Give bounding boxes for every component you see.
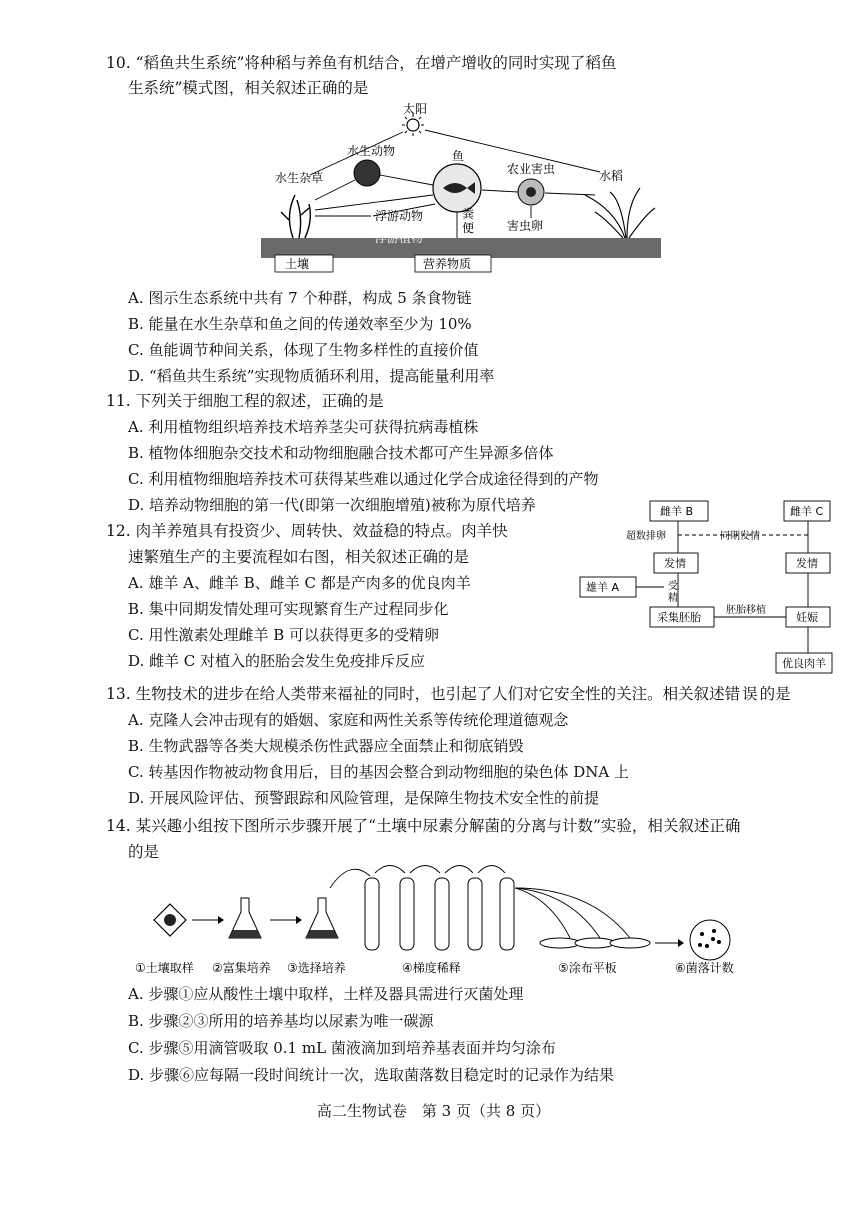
- weed-icon: [281, 195, 310, 238]
- ram-a-box: 雄羊 A: [586, 581, 620, 594]
- enrichment-flask-icon: [229, 898, 261, 938]
- nutrients-label: 营养物质: [423, 257, 472, 271]
- q11-option-c: C. 利用植物细胞培养技术可获得某些难以通过化学合成途径得到的产物: [128, 470, 599, 488]
- q14-option-c: C. 步骤⑤用滴管吸取 0.1 mL 菌液滴加到培养基表面并均匀涂布: [128, 1039, 556, 1057]
- q12-stem-line1: 12. 肉羊养殖具有投资少、周转快、效益稳的特点。肉羊快: [106, 522, 508, 540]
- fertilize-label-1: 受: [668, 581, 678, 592]
- page-footer: 高二生物试卷 第 3 页（共 8 页）: [316, 1102, 551, 1120]
- q12-option-d: D. 雌羊 C 对植入的胚胎会发生免疫排斥反应: [128, 652, 426, 670]
- rice-plant-icon: [585, 188, 655, 238]
- estrus-b-box: 发情: [664, 557, 686, 570]
- q13-option-d: D. 开展风险评估、预警跟踪和风险管理，是保障生物技术安全性的前提: [128, 789, 600, 807]
- sync-estrus-label: 同期发情: [720, 531, 760, 542]
- feces-label-1: 粪: [462, 207, 475, 221]
- q14-stem-line2: 的是: [128, 843, 160, 861]
- q12-option-c: C. 用性激素处理雌羊 B 可以获得更多的受精卵: [128, 626, 440, 644]
- feces-label-2: 便: [462, 221, 475, 235]
- q10-stem-line2: 生系统”模式图，相关叙述正确的是: [128, 79, 369, 97]
- q13-stem-main: 13. 生物技术的进步在给人类带来福祉的同时，也引起了人们对它安全性的关注。相关叙述: [106, 685, 725, 703]
- pregnant-box: 妊娠: [796, 611, 818, 624]
- ewe-b-box: 雌羊 B: [660, 505, 694, 518]
- ewe-c-box: 雌羊 C: [790, 505, 824, 518]
- aquatic-animal-label: 水生动物: [347, 144, 396, 158]
- q12-stem-line2: 速繁殖生产的主要流程如右图，相关叙述正确的是: [128, 548, 470, 566]
- pest-egg-label: 害虫卵: [507, 219, 544, 233]
- step-6-label: ⑥菌落计数: [675, 961, 734, 975]
- step-5-label: ⑤涂布平板: [558, 961, 617, 975]
- q14-stem-line1: 14. 某兴趣小组按下图所示步骤开展了“土壤中尿素分解菌的分离与计数”实验，相关叙述正确: [106, 817, 741, 835]
- step-2-label: ②富集培养: [212, 961, 271, 975]
- fine-sheep-box: 优良肉羊: [782, 657, 826, 670]
- q10-option-d: D. “稻鱼共生系统”实现物质循环利用，提高能量利用率: [128, 367, 495, 385]
- zooplankton-label: 浮游动物: [375, 209, 424, 223]
- q10-ecosystem-figure: [255, 100, 665, 275]
- fish-label: 鱼: [452, 149, 465, 163]
- q14-option-b: B. 步骤②③所用的培养基均以尿素为唯一碳源: [128, 1012, 434, 1030]
- q11-option-d: D. 培养动物细胞的第一代(即第一次细胞增殖)被称为原代培养: [128, 496, 536, 514]
- q11-option-a: A. 利用植物组织培养技术培养茎尖可获得抗病毒植株: [128, 418, 479, 436]
- q11-option-b: B. 植物体细胞杂交技术和动物细胞融合技术都可产生异源多倍体: [128, 444, 554, 462]
- q10-stem-line1: 10. “稻鱼共生系统”将种稻与养鱼有机结合，在增产增收的同时实现了稻鱼: [106, 54, 617, 72]
- q13-stem-end: 的是: [759, 685, 791, 703]
- step-1-label: ①土壤取样: [135, 961, 194, 975]
- dilution-tubes-icon: [365, 878, 514, 950]
- q12-option-a: A. 雄羊 A、雌羊 B、雌羊 C 都是产肉多的优良肉羊: [128, 574, 471, 592]
- rice-label: 水稻: [599, 169, 624, 183]
- weed-label: 水生杂草: [275, 171, 324, 185]
- step-4-label: ④梯度稀释: [402, 961, 461, 975]
- pest-label: 农业害虫: [507, 162, 556, 176]
- q13-option-a: A. 克隆人会冲击现有的婚姻、家庭和两性关系等传统伦理道德观念: [128, 711, 569, 729]
- q12-flow-diagram: [570, 495, 840, 680]
- selection-flask-icon: [306, 898, 338, 938]
- q14-procedure-figure: [130, 858, 750, 978]
- estrus-c-box: 发情: [796, 557, 818, 570]
- soil-label: 土壤: [285, 257, 310, 271]
- transfer-label: 胚胎移植: [726, 605, 766, 616]
- q10-option-c: C. 鱼能调节种间关系，体现了生物多样性的直接价值: [128, 341, 479, 359]
- superovulation-label: 超数排卵: [626, 531, 666, 542]
- sun-label: 太阳: [403, 102, 428, 116]
- sun-icon: [402, 114, 424, 136]
- q10-option-b: B. 能量在水生杂草和鱼之间的传递效率至少为 10%: [128, 315, 472, 333]
- colony-count-icon: [690, 920, 730, 960]
- q14-option-a: A. 步骤①应从酸性土壤中取样，土样及器具需进行灭菌处理: [128, 985, 524, 1003]
- collect-embryo-box: 采集胚胎: [657, 611, 701, 624]
- soil-sample-icon: [154, 904, 186, 936]
- q13-option-b: B. 生物武器等各类大规模杀伤性武器应全面禁止和彻底销毁: [128, 737, 524, 755]
- phytoplankton-label: 浮游植物: [375, 231, 424, 245]
- q13-stem: [106, 683, 791, 705]
- q13-option-c: C. 转基因作物被动物食用后，目的基因会整合到动物细胞的染色体 DNA 上: [128, 763, 630, 781]
- q13-stem-key: 错误: [724, 685, 760, 703]
- q11-stem: 11. 下列关于细胞工程的叙述，正确的是: [106, 392, 384, 410]
- aquatic-animal-icon: [354, 160, 380, 186]
- q10-option-a: A. 图示生态系统中共有 7 个种群，构成 5 条食物链: [128, 289, 472, 307]
- q12-option-b: B. 集中同期发情处理可实现繁育生产过程同步化: [128, 600, 449, 618]
- spread-plates-icon: [540, 938, 650, 948]
- q14-option-d: D. 步骤⑥应每隔一段时间统计一次，选取菌落数目稳定时的记录作为结果: [128, 1066, 615, 1084]
- step-3-label: ③选择培养: [287, 961, 346, 975]
- fertilize-label-2: 精: [668, 593, 678, 604]
